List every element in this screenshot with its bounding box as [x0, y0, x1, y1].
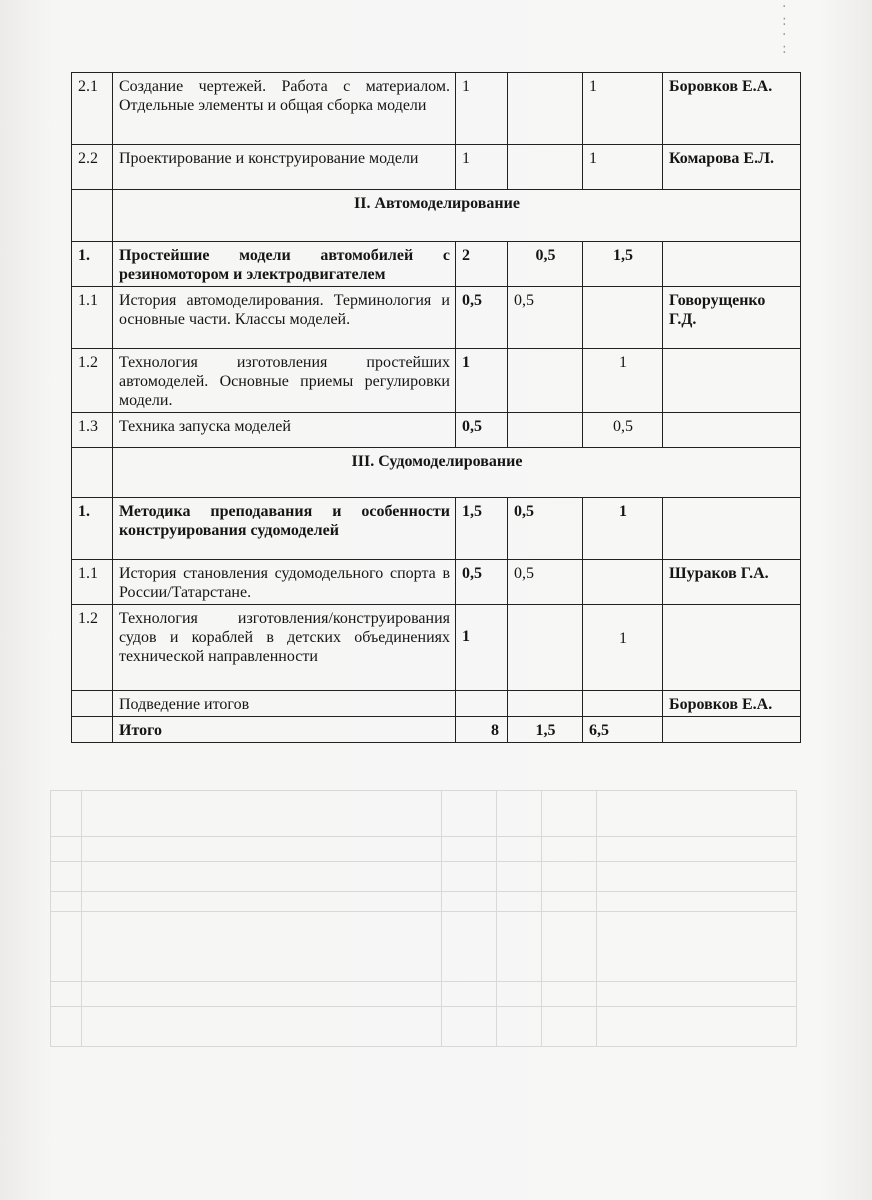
- practice-hours: 1: [583, 73, 663, 145]
- theory-hours: [508, 605, 583, 691]
- total-hours: [456, 691, 508, 717]
- practice-hours: 1: [583, 349, 663, 413]
- table-row: [72, 717, 801, 743]
- theory-hours: [508, 145, 583, 190]
- table-row: [72, 73, 801, 145]
- table-row: [72, 498, 801, 560]
- theory-hours: 0,5: [508, 560, 583, 605]
- teacher-name: Боровков Е.А.: [663, 691, 801, 717]
- row-number: 1.3: [72, 413, 113, 448]
- total-hours: 0,5: [456, 560, 508, 605]
- theory-hours: [508, 413, 583, 448]
- topic-cell: Создание чертежей. Работа с материалом. Отдельные элементы и общая сборка модели: [113, 73, 456, 145]
- table-row: [72, 560, 801, 605]
- practice-hours: 6,5: [583, 717, 663, 743]
- topic-cell: Технология изготовления/конструирования судов и кораблей в детских объединениях технической направленности: [113, 605, 456, 691]
- theory-hours: 0,5: [508, 498, 583, 560]
- teacher-name: Боровков Е.А.: [663, 73, 801, 145]
- teacher-name: [663, 349, 801, 413]
- topic-cell: Методика преподавания и особенности конструирования судомоделей: [113, 498, 456, 560]
- row-number: [72, 691, 113, 717]
- theory-hours: 0,5: [508, 242, 583, 287]
- row-number: 1.: [72, 498, 113, 560]
- total-hours: 2: [456, 242, 508, 287]
- table-row: [72, 349, 801, 413]
- practice-hours: [583, 287, 663, 349]
- total-hours: 1: [456, 73, 508, 145]
- practice-hours: 1: [583, 605, 663, 691]
- theory-hours: [508, 691, 583, 717]
- row-number: 2.1: [72, 73, 113, 145]
- row-number: 1.1: [72, 560, 113, 605]
- table-row: [72, 145, 801, 190]
- practice-hours: 1,5: [583, 242, 663, 287]
- bleed-through-table: [50, 790, 797, 1047]
- practice-hours: 1: [583, 498, 663, 560]
- topic-cell: Техника запуска моделей: [113, 413, 456, 448]
- row-number: 1.2: [72, 349, 113, 413]
- total-hours: 1: [456, 605, 508, 691]
- total-hours: 1,5: [456, 498, 508, 560]
- topic-cell: Подведение итогов: [113, 691, 456, 717]
- binding-marks: · : · :: [782, 0, 787, 57]
- table-row: [72, 413, 801, 448]
- row-number: 1.: [72, 242, 113, 287]
- section-heading: III. Судомоделирование: [113, 448, 801, 498]
- table-row: [72, 287, 801, 349]
- practice-hours: 0,5: [583, 413, 663, 448]
- theory-hours: 1,5: [508, 717, 583, 743]
- theory-hours: [508, 73, 583, 145]
- schedule-table: [71, 72, 801, 743]
- teacher-name: Шураков Г.А.: [663, 560, 801, 605]
- teacher-name: [663, 413, 801, 448]
- topic-cell: Технология изготовления простейших автомоделей. Основные приемы регулировки модели.: [113, 349, 456, 413]
- topic-cell: Итого: [113, 717, 456, 743]
- row-number: 2.2: [72, 145, 113, 190]
- teacher-name: [663, 498, 801, 560]
- teacher-name: Комарова Е.Л.: [663, 145, 801, 190]
- topic-cell: Простейшие модели автомобилей с резиномотором и электродвигателем: [113, 242, 456, 287]
- teacher-name: [663, 717, 801, 743]
- total-hours: 0,5: [456, 287, 508, 349]
- topic-cell: История автомоделирования. Терминология и основные части. Классы моделей.: [113, 287, 456, 349]
- theory-hours: 0,5: [508, 287, 583, 349]
- theory-hours: [508, 349, 583, 413]
- teacher-name: [663, 242, 801, 287]
- total-hours: 0,5: [456, 413, 508, 448]
- topic-cell: История становления судомодельного спорта в России/Татарстане.: [113, 560, 456, 605]
- section-row: [72, 190, 801, 242]
- teacher-name: Говорущенко Г.Д.: [663, 287, 801, 349]
- table-row: [72, 691, 801, 717]
- practice-hours: 1: [583, 145, 663, 190]
- section-heading: II. Автомоделирование: [113, 190, 801, 242]
- teacher-name: [663, 605, 801, 691]
- total-hours: 8: [456, 717, 508, 743]
- row-number: 1.2: [72, 605, 113, 691]
- row-number: [72, 717, 113, 743]
- practice-hours: [583, 691, 663, 717]
- total-hours: 1: [456, 349, 508, 413]
- row-number: 1.1: [72, 287, 113, 349]
- practice-hours: [583, 560, 663, 605]
- table-row: [72, 605, 801, 691]
- topic-cell: Проектирование и конструирование модели: [113, 145, 456, 190]
- table-row: [72, 242, 801, 287]
- section-row: [72, 448, 801, 498]
- total-hours: 1: [456, 145, 508, 190]
